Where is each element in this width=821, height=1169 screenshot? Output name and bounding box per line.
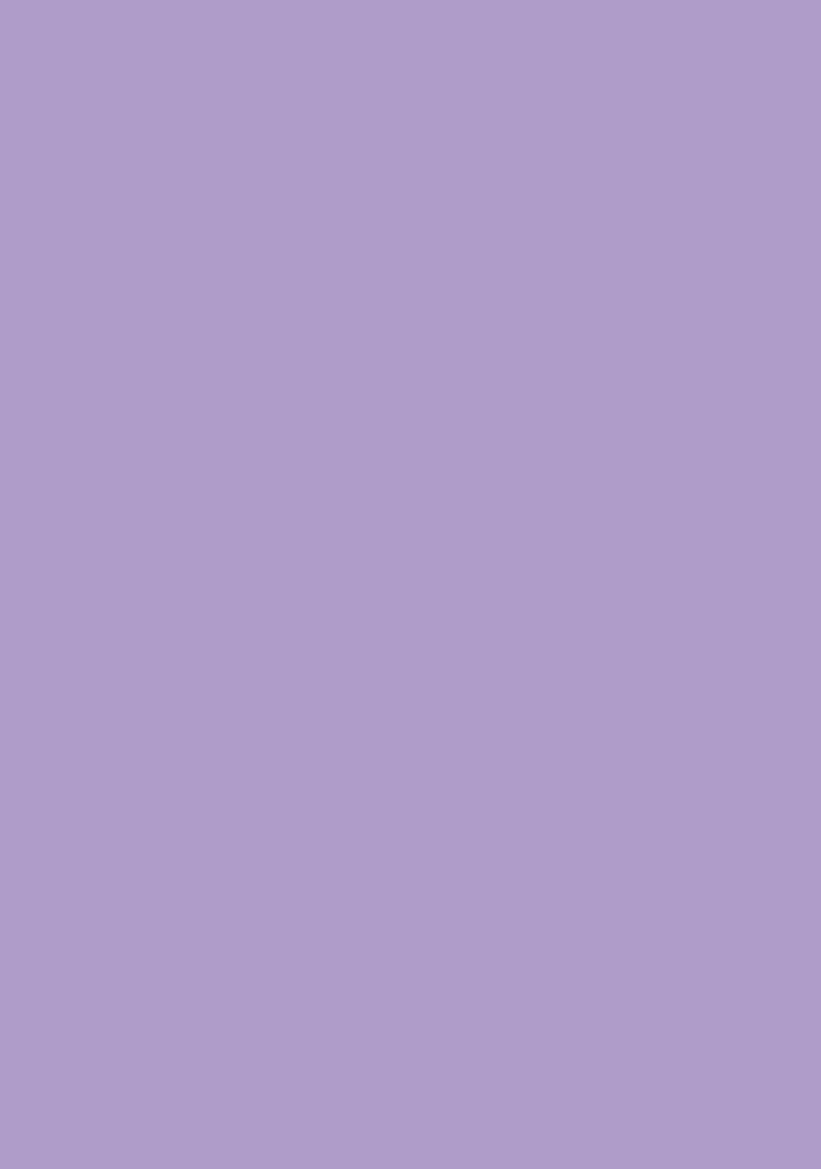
page-title <box>176 80 216 96</box>
